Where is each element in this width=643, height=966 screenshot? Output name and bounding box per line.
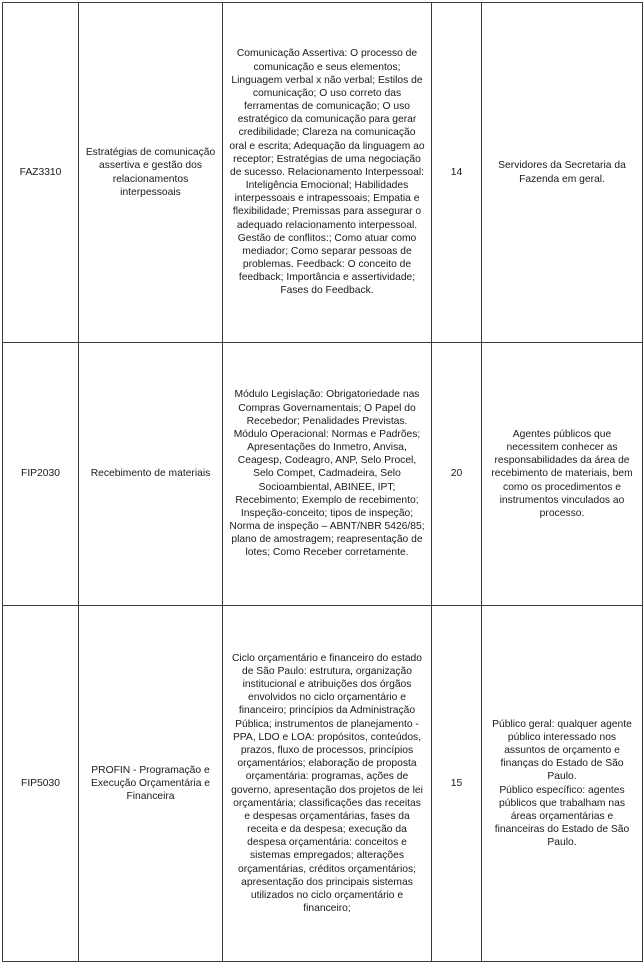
- course-audience: Servidores da Secretaria da Fazenda em geral.: [482, 3, 643, 343]
- course-name: PROFIN - Programação e Execução Orçamentária e Financeira: [79, 606, 223, 962]
- course-hours: 14: [432, 3, 482, 343]
- course-table: [2, 2, 643, 962]
- course-name: Estratégias de comunicação assertiva e gestão dos relacionamentos interpessoais: [79, 3, 223, 343]
- table-row: [3, 606, 643, 962]
- course-code: FIP2030: [3, 343, 79, 606]
- course-code: FAZ3310: [3, 3, 79, 343]
- course-code: FIP5030: [3, 606, 79, 962]
- course-content: Comunicação Assertiva: O processo de comunicação e seus elementos; Linguagem verbal x não verbal; Estilos de comunicação; O uso correto das ferramentas de comunicação; O uso estratégico da comunicação para gerar credibilidade; Clareza na comunicação oral e escrita; Adequação da linguagem ao receptor; Estratégias de uma negociação de sucesso. Relacionamento Interpessoal: Inteligência Emocional; Habilidades interpessoais e intrapessoais; Empatia e flexibilidade; Premissas para assegurar o adequado relacionamento interpessoal. Gestão de conflitos:; Como atuar como mediador; Como separar pessoas de problemas. Feedback: O conceito de feedback; Importância e assertividade; Fases do Feedback.: [223, 3, 432, 343]
- course-audience: Agentes públicos que necessitem conhecer as responsabilidades da área de recebimento de materiais, bem como os procedimentos e instrumentos vinculados ao processo.: [482, 343, 643, 606]
- course-name: Recebimento de materiais: [79, 343, 223, 606]
- audience-specific: Público específico: agentes públicos que trabalham nas áreas orçamentárias e financeiras do Estado de São Paulo.: [494, 784, 630, 849]
- table-row: [3, 343, 643, 606]
- course-content: Ciclo orçamentário e financeiro do estado de São Paulo: estrutura, organização institucional e atribuições dos órgãos envolvidos no ciclo orçamentário e financeiro; princípios da Administração Pública; instrumentos de planejamento - PPA, LDO e LOA: propósitos, conteúdos, prazos, fluxo de processos, princípios orçamentários; elaboração de proposta orçamentária: programas, ações de governo, apresentação dos projetos de lei orçamentária; classificações das receitas e despesas orçamentárias, fases da receita e da despesa; execução da despesa orçamentária: conceitos e sistemas empregados; alterações orçamentárias, créditos orçamentários; apresentação dos principais sistemas utilizados no ciclo orçamentário e financeiro;: [223, 606, 432, 962]
- course-audience: [482, 606, 643, 962]
- course-content: Módulo Legislação: Obrigatoriedade nas Compras Governamentais; O Papel do Recebedor; Penalidades Previstas. Módulo Operacional: Normas e Padrões; Apresentações do Inmetro, Anvisa, Ceagesp, Codeagro, ANP, Selo Procel, Selo Compet, Cadmadeira, Selo Socioambiental, ABINEE, IPT; Recebimento; Exemplo de recebimento; Inspeção-conceito; tipos de inspeção; Norma de inspeção – ABNT/NBR 5426/85; plano de amostragem; reapresentação de lotes; Como Receber corretamente.: [223, 343, 432, 606]
- table-row: [3, 3, 643, 343]
- course-hours: 15: [432, 606, 482, 962]
- audience-general: Público geral: qualquer agente público interessado nos assuntos de orçamento e finanças do Estado de São Paulo.: [492, 718, 632, 783]
- course-hours: 20: [432, 343, 482, 606]
